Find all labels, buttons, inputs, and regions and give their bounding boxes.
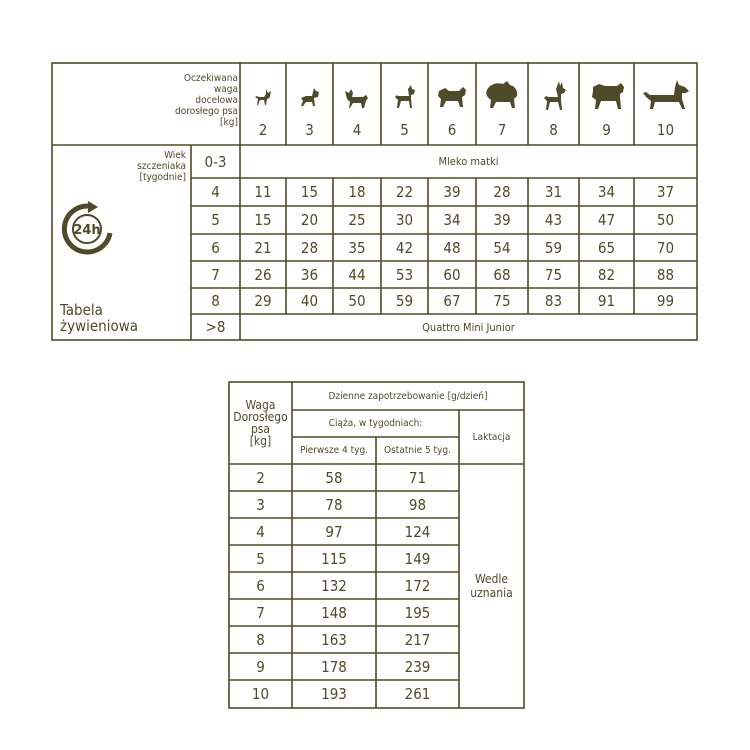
feeding-cell: 47 (597, 211, 616, 229)
feeding-cell: 29 (254, 292, 272, 310)
adult-weight-cell: 3 (256, 495, 265, 514)
adult-weight-cell: 7 (256, 603, 265, 622)
age-0-3: 0-3 (204, 152, 227, 171)
weight-col-9: 9 (602, 121, 611, 139)
last-5-weeks-cell: 71 (408, 468, 427, 487)
adult-weight-cell: 5 (256, 549, 265, 568)
feeding-cell: 35 (348, 238, 366, 257)
adult-weight-label: Waga Dorosłego psa [kg] (233, 398, 288, 448)
adult-weight-cell: 6 (256, 576, 265, 595)
weight-col-7: 7 (497, 121, 507, 139)
first-4-weeks-label: Pierwsze 4 tyg. (299, 445, 369, 456)
feeding-cell: 15 (254, 211, 272, 229)
weight-col-10: 10 (656, 121, 675, 139)
expected-weight-label: Oczekiwana waga docelowa dorosłego psa [kg] (175, 72, 238, 128)
last-5-weeks-cell: 195 (404, 603, 431, 622)
feeding-cell: 26 (254, 265, 272, 284)
feeding-table-title: Tabela żywieniowa (60, 301, 139, 335)
weight-col-8: 8 (549, 121, 558, 139)
feeding-cell: 60 (443, 265, 461, 284)
first-4-weeks-cell: 58 (325, 468, 343, 487)
first-4-weeks-cell: 132 (321, 576, 347, 595)
feeding-cell: 75 (493, 292, 511, 310)
pregnancy-weeks-label: Ciąża, w tygodniach: (328, 418, 423, 429)
age-5: 5 (211, 211, 220, 229)
feeding-cell: 25 (348, 211, 366, 229)
weight-col-5: 5 (400, 121, 409, 139)
clock-text: 24h (73, 223, 101, 238)
feeding-cell: 53 (395, 265, 414, 284)
age-8: 8 (211, 292, 220, 310)
age-6: 6 (211, 238, 220, 257)
feeding-cell: 15 (300, 183, 319, 201)
feeding-cell: 30 (395, 211, 414, 229)
first-4-weeks-cell: 193 (321, 685, 347, 703)
adult-weight-cell: 10 (251, 685, 270, 703)
feeding-cell: 82 (597, 265, 616, 284)
feeding-cell: 39 (493, 211, 511, 229)
feeding-cell: 50 (656, 211, 675, 229)
feeding-cell: 83 (544, 292, 563, 310)
adult-weight-cell: 2 (256, 468, 265, 487)
feeding-cell: 34 (443, 211, 461, 229)
feeding-cell: 70 (656, 238, 675, 257)
feeding-cell: 42 (395, 238, 414, 257)
first-4-weeks-cell: 97 (325, 522, 343, 541)
age-7: 7 (211, 265, 220, 284)
last-5-weeks-cell: 98 (408, 495, 427, 514)
age-4: 4 (211, 183, 220, 201)
adult-weight-cell: 9 (256, 657, 265, 676)
feeding-cell: 88 (656, 265, 675, 284)
weight-col-4: 4 (352, 121, 362, 139)
feeding-cell: 36 (300, 265, 319, 284)
first-4-weeks-cell: 178 (321, 657, 347, 676)
last-5-weeks-cell: 149 (404, 549, 431, 568)
weight-col-2: 2 (258, 121, 268, 139)
weight-col-6: 6 (447, 121, 457, 139)
feeding-cell: 50 (348, 292, 366, 310)
feeding-cell: 37 (656, 183, 675, 201)
feeding-cell: 22 (395, 183, 414, 201)
feeding-cell: 11 (254, 183, 272, 201)
feeding-cell: 59 (544, 238, 563, 257)
daily-requirement-label: Dzienne zapotrzebowanie [g/dzień] (328, 390, 488, 402)
feeding-cell: 21 (254, 238, 272, 257)
feeding-cell: 65 (597, 238, 616, 257)
feeding-cell: 18 (348, 183, 366, 201)
feeding-cell: 43 (544, 211, 563, 229)
quattro-mini-junior-row: Quattro Mini Junior (422, 320, 515, 334)
last-5-weeks-cell: 172 (404, 576, 431, 595)
feeding-cell: 67 (443, 292, 461, 310)
first-4-weeks-cell: 115 (321, 549, 347, 568)
feeding-cell: 39 (443, 183, 461, 201)
feeding-cell: 68 (493, 265, 511, 284)
adult-weight-cell: 8 (256, 630, 265, 649)
feeding-cell: 28 (493, 183, 511, 201)
feeding-cell: 34 (597, 183, 616, 201)
puppy-age-label: Wiek szczeniaka [tygodnie] (137, 150, 186, 183)
lactation-label: Laktacja (472, 431, 511, 443)
feeding-cell: 59 (395, 292, 414, 310)
first-4-weeks-cell: 163 (321, 630, 347, 649)
lactation-value: Wedle uznania (470, 572, 513, 600)
age-over-8: >8 (205, 318, 226, 336)
feeding-cell: 99 (656, 292, 675, 310)
feeding-cell: 44 (348, 265, 366, 284)
mother-milk-row: Mleko matki (438, 155, 499, 168)
last-5-weeks-cell: 239 (404, 657, 431, 676)
feeding-cell: 48 (443, 238, 461, 257)
feeding-cell: 20 (300, 211, 319, 229)
last-5-weeks-cell: 261 (404, 685, 431, 703)
last-5-weeks-label: Ostatnie 5 tyg. (384, 445, 451, 456)
weight-col-3: 3 (305, 121, 314, 139)
feeding-cell: 54 (493, 238, 511, 257)
adult-weight-cell: 4 (256, 522, 265, 541)
feeding-cell: 40 (300, 292, 319, 310)
first-4-weeks-cell: 78 (325, 495, 343, 514)
first-4-weeks-cell: 148 (321, 603, 347, 622)
feeding-cell: 91 (597, 292, 616, 310)
feeding-cell: 75 (544, 265, 563, 284)
feeding-cell: 28 (300, 238, 319, 257)
last-5-weeks-cell: 217 (404, 630, 431, 649)
feeding-cell: 31 (544, 183, 563, 201)
last-5-weeks-cell: 124 (404, 522, 431, 541)
